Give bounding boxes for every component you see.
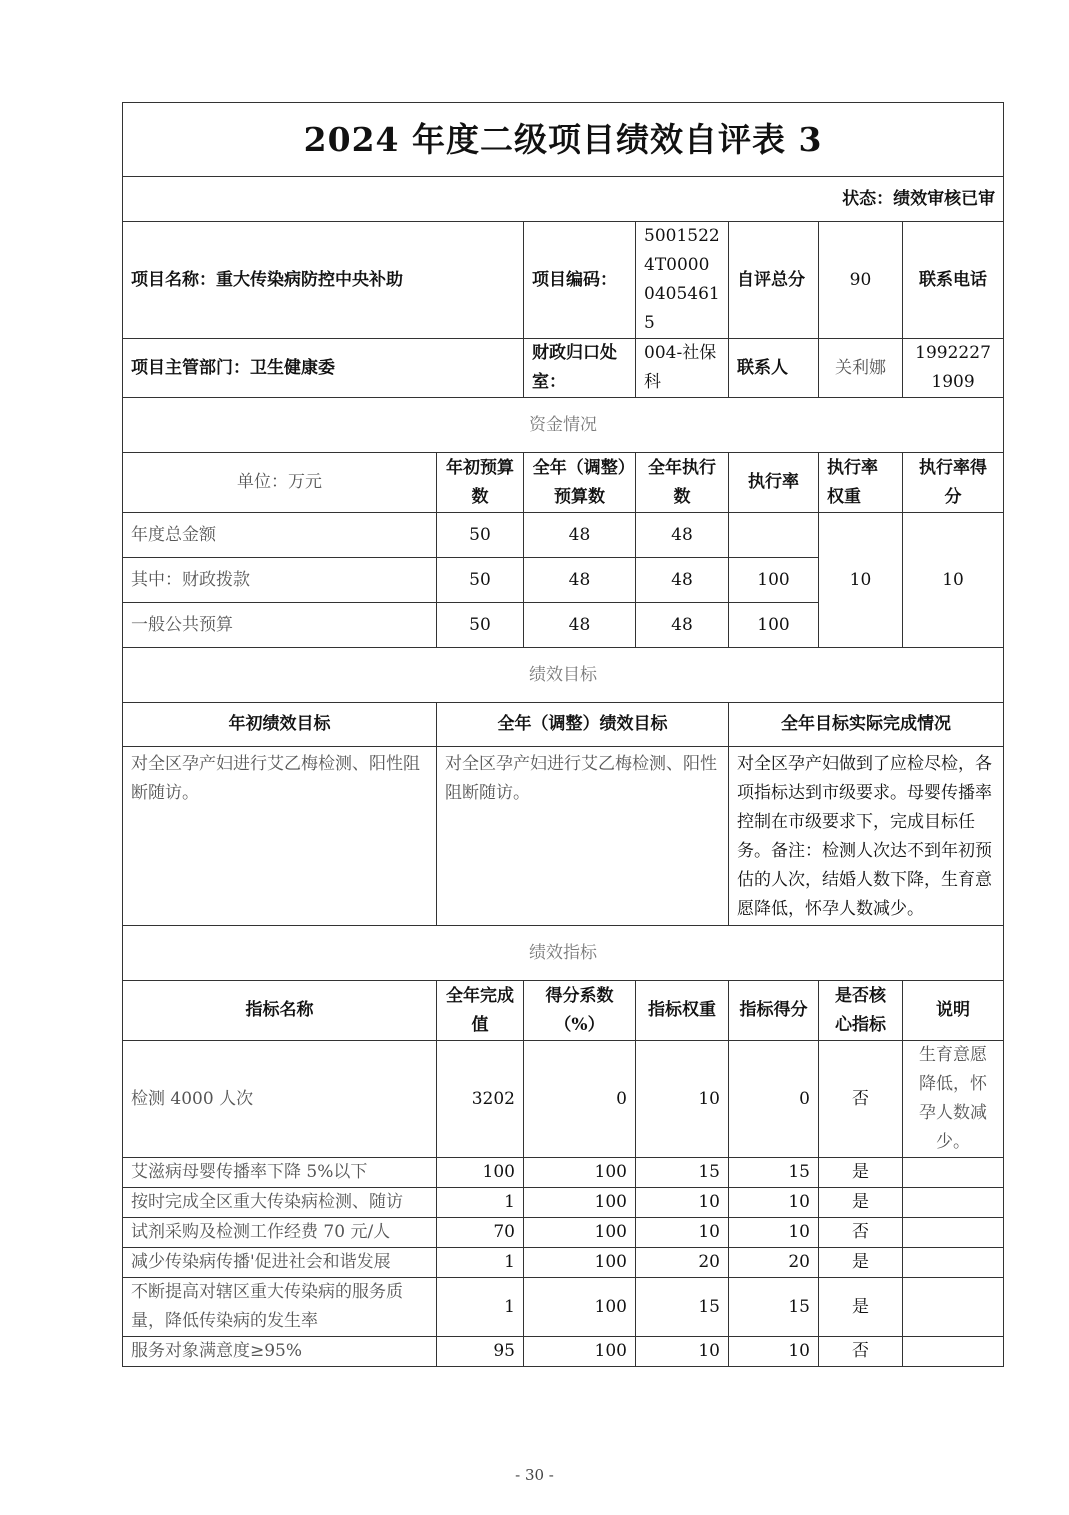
- ind-core: 否: [819, 1337, 903, 1367]
- phone-value: 19922271909: [903, 339, 1004, 398]
- funds-row-label: 一般公共预算: [123, 603, 437, 648]
- ind-score: 10: [729, 1218, 819, 1248]
- contact-value: 关利娜: [819, 339, 903, 398]
- ind-weight: 10: [636, 1218, 729, 1248]
- ind-coef: 100: [524, 1218, 636, 1248]
- ind-weight: 15: [636, 1278, 729, 1337]
- ind-score: 15: [729, 1158, 819, 1188]
- funds-row-adjusted: 48: [524, 513, 636, 558]
- funds-row-rate: 100: [729, 558, 819, 603]
- department: 项目主管部门：卫生健康委: [123, 339, 524, 398]
- goals-header-initial: 年初绩效目标: [123, 703, 437, 747]
- indicators-section-header: 绩效指标: [123, 926, 1004, 981]
- goals-section-header: 绩效目标: [123, 648, 1004, 703]
- ind-header-core: 是否核心指标: [819, 981, 903, 1041]
- funds-row-rate: 100: [729, 603, 819, 648]
- phone-label: 联系电话: [903, 222, 1004, 339]
- funds-header-adjusted: 全年（调整）预算数: [524, 453, 636, 513]
- table-row: [123, 513, 1004, 558]
- ind-note: [903, 1188, 1004, 1218]
- funds-row-adjusted: 48: [524, 603, 636, 648]
- ind-note: 生育意愿降低，怀孕人数减少。: [903, 1041, 1004, 1158]
- goal-actual-text: 对全区孕产妇做到了应检尽检，各项指标达到市级要求。母婴传播率控制在市级要求下，完成目标任务。备注：检测人次达不到年初预估的人次，结婚人数下降，生育意愿降低，怀孕人数减少。: [729, 747, 1004, 926]
- ind-coef: 100: [524, 1158, 636, 1188]
- funds-row-executed: 48: [636, 513, 729, 558]
- ind-weight: 10: [636, 1041, 729, 1158]
- status-text: 状态：绩效审核已审: [123, 177, 1004, 222]
- funds-header-executed: 全年执行数: [636, 453, 729, 513]
- funds-header-rate: 执行率: [729, 453, 819, 513]
- ind-header-value: 全年完成值: [437, 981, 524, 1041]
- ind-name: 减少传染病传播'促进社会和谐发展: [123, 1248, 437, 1278]
- funds-row-executed: 48: [636, 603, 729, 648]
- ind-weight: 10: [636, 1337, 729, 1367]
- ind-name: 不断提高对辖区重大传染病的服务质量，降低传染病的发生率: [123, 1278, 437, 1337]
- ind-note: [903, 1158, 1004, 1188]
- ind-core: 是: [819, 1158, 903, 1188]
- table-row: [123, 1041, 1004, 1158]
- ind-header-score: 指标得分: [729, 981, 819, 1041]
- funds-row-initial: 50: [437, 513, 524, 558]
- funds-row-initial: 50: [437, 603, 524, 648]
- funds-row-rate: [729, 513, 819, 558]
- goal-initial-text: 对全区孕产妇进行艾乙梅检测、阳性阻断随访。: [123, 747, 437, 926]
- ind-header-note: 说明: [903, 981, 1004, 1041]
- ind-core: 是: [819, 1278, 903, 1337]
- ind-note: [903, 1218, 1004, 1248]
- ind-value: 70: [437, 1218, 524, 1248]
- funds-row-label: 其中：财政拨款: [123, 558, 437, 603]
- funds-section-header: 资金情况: [123, 398, 1004, 453]
- ind-weight: 10: [636, 1188, 729, 1218]
- ind-core: 否: [819, 1218, 903, 1248]
- project-code-label: 项目编码：: [524, 222, 636, 339]
- table-row: [123, 1158, 1004, 1188]
- project-name: 项目名称：重大传染病防控中央补助: [123, 222, 524, 339]
- ind-coef: 0: [524, 1041, 636, 1158]
- funds-header-initial: 年初预算数: [437, 453, 524, 513]
- ind-score: 10: [729, 1337, 819, 1367]
- ind-score: 0: [729, 1041, 819, 1158]
- goals-header-adjusted: 全年（调整）绩效目标: [437, 703, 729, 747]
- table-row: [123, 1337, 1004, 1367]
- funds-row-executed: 48: [636, 558, 729, 603]
- ind-name: 艾滋病母婴传播率下降 5%以下: [123, 1158, 437, 1188]
- ind-name: 按时完成全区重大传染病检测、随访: [123, 1188, 437, 1218]
- self-score-value: 90: [819, 222, 903, 339]
- ind-coef: 100: [524, 1188, 636, 1218]
- ind-score: 10: [729, 1188, 819, 1218]
- goal-adjusted-text: 对全区孕产妇进行艾乙梅检测、阳性阻断随访。: [437, 747, 729, 926]
- ind-note: [903, 1278, 1004, 1337]
- ind-header-name: 指标名称: [123, 981, 437, 1041]
- ind-coef: 100: [524, 1248, 636, 1278]
- ind-name: 服务对象满意度≥95%: [123, 1337, 437, 1367]
- funds-header-weight: 执行率权重: [819, 453, 903, 513]
- ind-name: 检测 4000 人次: [123, 1041, 437, 1158]
- funds-header-unit: 单位：万元: [123, 453, 437, 513]
- ind-weight: 15: [636, 1158, 729, 1188]
- funds-header-score: 执行率得分: [903, 453, 1004, 513]
- ind-note: [903, 1248, 1004, 1278]
- ind-header-weight: 指标权重: [636, 981, 729, 1041]
- ind-note: [903, 1337, 1004, 1367]
- ind-value: 1: [437, 1278, 524, 1337]
- finance-office-value: 004-社保科: [636, 339, 729, 398]
- funds-row-adjusted: 48: [524, 558, 636, 603]
- ind-name: 试剂采购及检测工作经费 70 元/人: [123, 1218, 437, 1248]
- ind-weight: 20: [636, 1248, 729, 1278]
- ind-score: 20: [729, 1248, 819, 1278]
- ind-score: 15: [729, 1278, 819, 1337]
- ind-core: 否: [819, 1041, 903, 1158]
- project-code-value: 50015224T000004054615: [636, 222, 729, 339]
- page-number: - 30 -: [515, 1466, 554, 1484]
- contact-label: 联系人: [729, 339, 819, 398]
- ind-value: 1: [437, 1188, 524, 1218]
- ind-header-coef: 得分系数（%）: [524, 981, 636, 1041]
- table-row: [123, 1218, 1004, 1248]
- page-title: 2024 年度二级项目绩效自评表 3: [123, 103, 1004, 177]
- table-row: [123, 1248, 1004, 1278]
- ind-core: 是: [819, 1248, 903, 1278]
- finance-office-label: 财政归口处室：: [524, 339, 636, 398]
- ind-value: 1: [437, 1248, 524, 1278]
- ind-core: 是: [819, 1188, 903, 1218]
- self-evaluation-table: [122, 102, 1004, 1367]
- ind-value: 95: [437, 1337, 524, 1367]
- ind-value: 3202: [437, 1041, 524, 1158]
- self-score-label: 自评总分: [729, 222, 819, 339]
- table-row: [123, 1188, 1004, 1218]
- ind-value: 100: [437, 1158, 524, 1188]
- ind-coef: 100: [524, 1278, 636, 1337]
- ind-coef: 100: [524, 1337, 636, 1367]
- table-row: [123, 1278, 1004, 1337]
- funds-row-initial: 50: [437, 558, 524, 603]
- funds-rate-weight: 10: [819, 513, 903, 648]
- goals-header-actual: 全年目标实际完成情况: [729, 703, 1004, 747]
- funds-rate-score: 10: [903, 513, 1004, 648]
- funds-row-label: 年度总金额: [123, 513, 437, 558]
